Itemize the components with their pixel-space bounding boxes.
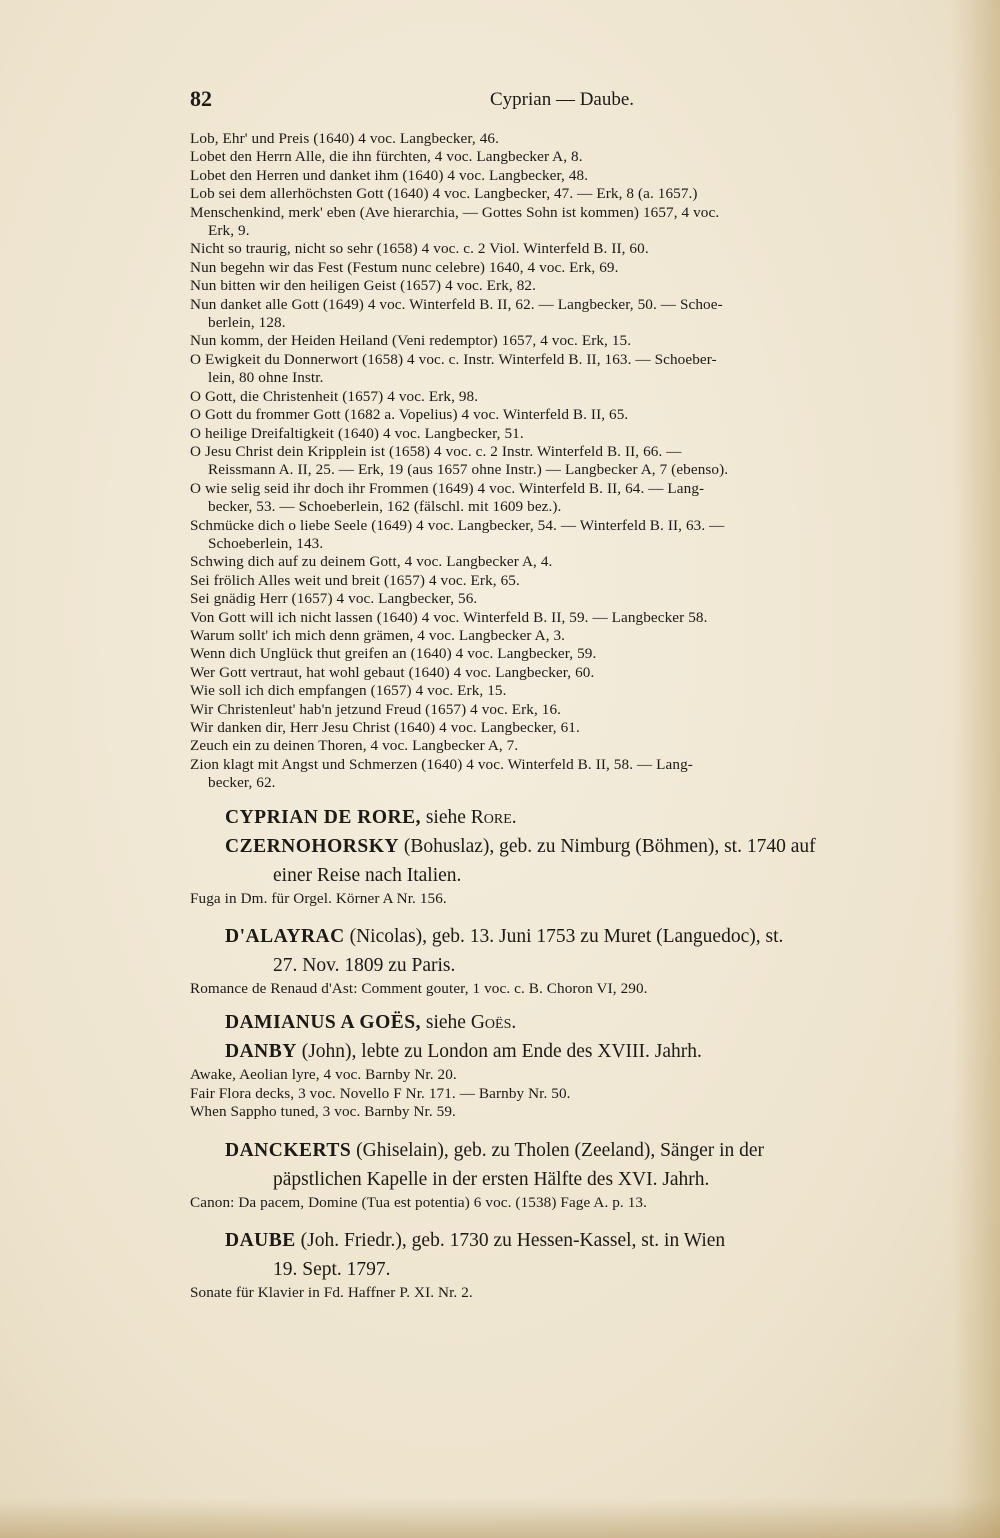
- cross-reference-text: siehe: [420, 806, 471, 828]
- work-line-continued: berlein, 128.: [208, 314, 286, 332]
- work-line: Nun komm, der Heiden Heiland (Veni redemptor) 1657, 4 voc. Erk, 15.: [190, 332, 632, 350]
- work-line-continued: Reissmann A. II, 25. — Erk, 19 (aus 1657 ohne Instr.) — Langbecker A, 7 (ebenso).: [208, 461, 729, 479]
- composer-name: CZERNOHORSKY: [225, 835, 399, 857]
- running-head: Cyprian — Daube.: [490, 89, 635, 110]
- page-header: [190, 86, 830, 116]
- cross-reference-target: Goës.: [470, 1012, 517, 1034]
- work-line: Wenn dich Unglück thut greifen an (1640) 4 voc. Langbecker, 59.: [190, 645, 597, 663]
- work-line: Menschenkind, merk' eben (Ave hierarchia, — Gottes Sohn ist kommen) 1657, 4 voc.: [190, 203, 720, 221]
- work-line: Lobet den Herren und danket ihm (1640) 4 voc. Langbecker, 48.: [190, 166, 589, 184]
- work-line: Schmücke dich o liebe Seele (1649) 4 voc. Langbecker, 54. — Winterfeld B. II, 63. —: [190, 516, 725, 534]
- work-line-continued: becker, 62.: [208, 774, 276, 792]
- cross-reference-text: siehe: [421, 1012, 471, 1034]
- work-line: Von Gott will ich nicht lassen (1640) 4 voc. Winterfeld B. II, 59. — Langbecker 58.: [190, 608, 708, 626]
- work-line-continued: Erk, 9.: [208, 222, 250, 240]
- work-line: Nun bitten wir den heiligen Geist (1657) 4 voc. Erk, 82.: [190, 277, 536, 295]
- work-line: Canon: Da pacem, Domine (Tua est potentia) 6 voc. (1538) Fage A. p. 13.: [190, 1193, 648, 1211]
- work-line: Nicht so traurig, nicht so sehr (1658) 4 voc. c. 2 Viol. Winterfeld B. II, 60.: [190, 240, 649, 258]
- work-line: Romance de Renaud d'Ast: Comment gouter, 1 voc. c. B. Choron VI, 290.: [190, 980, 648, 998]
- work-line: Sei gnädig Herr (1657) 4 voc. Langbecker, 56.: [190, 590, 478, 608]
- work-line: Zeuch ein zu deinen Thoren, 4 voc. Langbecker A, 7.: [190, 737, 519, 755]
- composer-bio: (Ghiselain), geb. zu Tholen (Zeeland), Sänger in der: [351, 1139, 765, 1161]
- work-line: O Gott du frommer Gott (1682 a. Vopelius) 4 voc. Winterfeld B. II, 65.: [190, 406, 629, 424]
- entry-danby: [225, 1037, 925, 1066]
- composer-name: DANBY: [225, 1041, 297, 1063]
- composer-bio-continued: päpstlichen Kapelle in der ersten Hälfte des XVI. Jahrh.: [273, 1168, 710, 1190]
- cross-reference-target: Rore.: [470, 806, 517, 828]
- work-line: Nun danket alle Gott (1649) 4 voc. Winterfeld B. II, 62. — Langbecker, 50. — Schoe-: [190, 295, 723, 313]
- work-line: Wie soll ich dich empfangen (1657) 4 voc. Erk, 15.: [190, 682, 507, 700]
- composer-bio-continued: 19. Sept. 1797.: [273, 1259, 391, 1281]
- composer-bio: (John), lebte zu London am Ende des XVIII. Jahrh.: [296, 1041, 702, 1063]
- composer-bio-continued: 27. Nov. 1809 zu Paris.: [273, 955, 456, 977]
- work-line: Lob sei dem allerhöchsten Gott (1640) 4 voc. Langbecker, 47. — Erk, 8 (a. 1657.): [190, 185, 698, 203]
- page-content: [190, 130, 925, 1302]
- work-line: Fair Flora decks, 3 voc. Novello F Nr. 171. — Barnby Nr. 50.: [190, 1084, 571, 1102]
- work-line: Wir danken dir, Herr Jesu Christ (1640) 4 voc. Langbecker, 61.: [190, 719, 580, 736]
- composer-name: DAUBE: [225, 1230, 296, 1252]
- work-line-continued: lein, 80 ohne Instr.: [208, 369, 324, 387]
- page-bottom-shadow: [0, 1498, 1000, 1538]
- work-line-continued: Schoeberlein, 143.: [208, 534, 324, 552]
- work-line: O Jesu Christ dein Kripplein ist (1658) 4 voc. c. 2 Instr. Winterfeld B. II, 66. —: [190, 442, 682, 460]
- work-line: Fuga in Dm. für Orgel. Körner A Nr. 156.: [190, 889, 447, 907]
- work-line: O Ewigkeit du Donnerwort (1658) 4 voc. c. Instr. Winterfeld B. II, 163. — Schoeber-: [190, 350, 717, 368]
- composer-bio: (Nicolas), geb. 13. Juni 1753 zu Muret (Languedoc), st.: [344, 926, 784, 948]
- entry-dalayrac: [225, 922, 925, 951]
- work-line: Wir Christenleut' hab'n jetzund Freud (1657) 4 voc. Erk, 16.: [190, 700, 562, 718]
- work-line: Sei frölich Alles weit und breit (1657) 4 voc. Erk, 65.: [190, 571, 520, 589]
- entry-damianus: [225, 1008, 925, 1037]
- page-number: 82: [190, 86, 212, 111]
- work-line: O heilige Dreifaltigkeit (1640) 4 voc. Langbecker, 51.: [190, 424, 524, 442]
- work-line: O wie selig seid ihr doch ihr Frommen (1649) 4 voc. Winterfeld B. II, 64. — Lang-: [190, 479, 705, 497]
- work-line-continued: becker, 53. — Schoeberlein, 162 (fälschl. mit 1609 bez.).: [208, 498, 562, 516]
- entry-daube: [225, 1226, 925, 1255]
- page-edge-shadow: [952, 0, 1000, 1538]
- work-line: Lob, Ehr' und Preis (1640) 4 voc. Langbecker, 46.: [190, 130, 500, 147]
- composer-bio-continued: einer Reise nach Italien.: [273, 864, 462, 886]
- composer-name: DANCKERTS: [225, 1139, 352, 1161]
- work-line: O Gott, die Christenheit (1657) 4 voc. Erk, 98.: [190, 387, 479, 405]
- cyprian-works-list: [190, 130, 925, 793]
- entry-danckerts: [225, 1136, 925, 1165]
- composer-name: DAMIANUS A GOËS,: [225, 1012, 421, 1034]
- work-line: Nun begehn wir das Fest (Festum nunc celebre) 1640, 4 voc. Erk, 69.: [190, 258, 619, 276]
- entry-czernohorsky: [225, 832, 925, 861]
- entry-cyprian-de-rore: [225, 803, 925, 832]
- composer-bio: (Joh. Friedr.), geb. 1730 zu Hessen-Kassel, st. in Wien: [295, 1230, 726, 1252]
- work-line: When Sappho tuned, 3 voc. Barnby Nr. 59.: [190, 1103, 456, 1121]
- work-line: Zion klagt mit Angst und Schmerzen (1640) 4 voc. Winterfeld B. II, 58. — Lang-: [190, 755, 693, 773]
- work-line: Awake, Aeolian lyre, 4 voc. Barnby Nr. 20.: [190, 1066, 457, 1084]
- work-line: Wer Gott vertraut, hat wohl gebaut (1640) 4 voc. Langbecker, 60.: [190, 663, 595, 681]
- composer-name: D'ALAYRAC: [225, 926, 345, 948]
- work-line: Lobet den Herrn Alle, die ihn fürchten, 4 voc. Langbecker A, 8.: [190, 148, 583, 166]
- work-line: Warum sollt' ich mich denn grämen, 4 voc. Langbecker A, 3.: [190, 626, 566, 644]
- work-line: Sonate für Klavier in Fd. Haffner P. XI. Nr. 2.: [190, 1284, 473, 1302]
- composer-name: CYPRIAN DE RORE,: [225, 806, 421, 828]
- composer-bio: (Bohuslaz), geb. zu Nimburg (Böhmen), st. 1740 auf: [398, 835, 816, 857]
- work-line: Schwing dich auf zu deinem Gott, 4 voc. Langbecker A, 4.: [190, 553, 553, 571]
